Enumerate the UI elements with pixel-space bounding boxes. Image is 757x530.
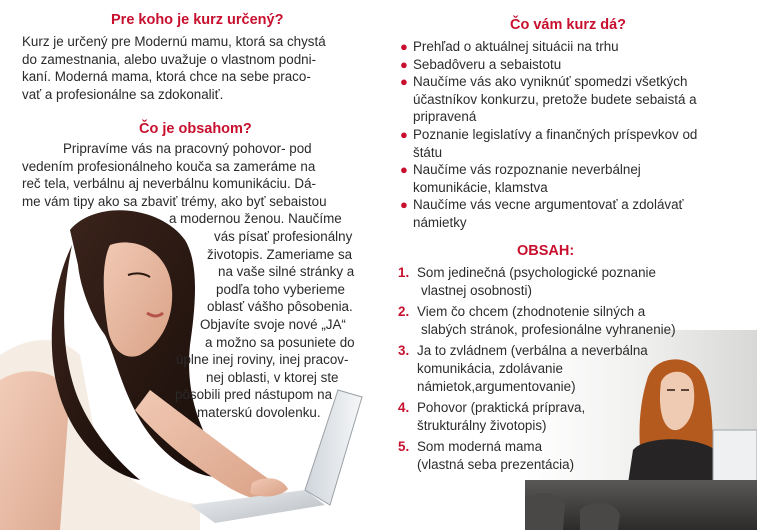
text-line: Pripravíme vás na pracovný pohovor- pod <box>63 141 312 156</box>
syllabus-list <box>398 264 738 474</box>
benefits-heading: Čo vám kurz dá? <box>510 17 627 33</box>
text-line: Viem čo chcem (zhodnotenie silných a <box>417 304 646 320</box>
list-item <box>398 342 738 395</box>
text-line: námietky <box>413 214 467 230</box>
text-line: Pohovor (praktická príprava, <box>417 400 586 416</box>
text-line: Naučíme vás ako vyniknúť spomedzi všetkých <box>413 74 688 90</box>
list-item <box>398 303 738 338</box>
text-line: me vám tipy ako sa zbaviť trémy, ako byť sebaistou <box>22 193 327 209</box>
list-item <box>398 399 738 434</box>
item-number: 1. <box>398 265 410 280</box>
text-line: nej oblasti, v ktorej ste <box>206 369 339 385</box>
list-item <box>398 264 738 299</box>
text-line: materskú dovolenku. <box>197 405 321 420</box>
text-line: Naučíme vás vecne argumentovať a zdolávať <box>413 197 684 213</box>
bullet-icon: ● <box>400 162 408 178</box>
text-line: vať a profesionálne sa zdokonaliť. <box>22 86 224 102</box>
target-audience-paragraph <box>22 33 326 103</box>
list-item <box>398 126 753 161</box>
text-line: životopis. Zameriame sa <box>207 246 353 262</box>
list-item <box>398 73 753 126</box>
list-item <box>398 161 753 196</box>
bullet-icon: ● <box>400 197 408 213</box>
text-line: oblasť vášho pôsobenia. <box>207 299 353 315</box>
text-line: vás písať profesionálny <box>214 229 353 244</box>
text-line: námietok,argumentovanie) <box>417 378 576 394</box>
text-line: vedením profesionálneho kouča sa zameráme na <box>22 158 316 174</box>
list-item <box>398 38 753 56</box>
course-content-heading: Čo je obsahom? <box>139 121 252 137</box>
text-line: slabých stránok, profesionálne vyhranenie) <box>421 321 676 337</box>
bullet-icon: ● <box>400 126 408 142</box>
text-line: úplne inej roviny, inej pracov- <box>176 352 349 368</box>
text-line: Ja to zvládnem (verbálna a neverbálna <box>417 343 648 359</box>
text-line: (vlastná seba prezentácia) <box>417 456 575 472</box>
text-line: komunikácia, zdolávanie <box>417 360 563 376</box>
list-item <box>398 196 753 231</box>
text-line: komunikácie, klamstva <box>413 179 548 195</box>
text-line: reč tela, verbálnu aj neverbálnu komunikáciu. Dá- <box>22 176 317 192</box>
text-line: kaní. Moderná mama, ktorá chce na sebe praco- <box>22 69 311 85</box>
text-line: účastníkov konkurzu, pretože budete sebaistá a <box>413 91 697 107</box>
benefits-list <box>398 38 753 232</box>
text-line: Kurz je určený pre Modernú mamu, ktorá sa chystá <box>22 34 326 49</box>
text-line: a modernou ženou. Naučíme <box>169 211 342 227</box>
text-line: Naučíme vás rozpoznanie neverbálnej <box>413 162 641 178</box>
target-audience-heading: Pre koho je kurz určený? <box>111 12 284 28</box>
text-line: pôsobili pred nástupom na <box>175 387 333 403</box>
text-line: na vaše silné stránky a <box>218 264 355 280</box>
text-line: Prehľad o aktuálnej situácii na trhu <box>413 39 619 54</box>
text-line: Sebadôveru a sebaistotu <box>413 56 562 72</box>
text-line: a možno sa posuniete do <box>205 334 355 350</box>
text-line: do zamestnania, alebo uvažuje o vlastnom podni- <box>22 51 317 67</box>
item-number: 3. <box>398 343 410 359</box>
text-line: štrukturálny životopis) <box>417 417 547 433</box>
item-number: 5. <box>398 439 410 455</box>
item-number: 2. <box>398 304 410 320</box>
text-line: Objavíte svoje nové „JA“ <box>200 317 346 332</box>
text-line: podľa toho vyberieme <box>216 281 345 297</box>
text-line: štátu <box>413 144 443 160</box>
bullet-icon: ● <box>400 56 408 72</box>
bullet-icon: ● <box>400 74 408 90</box>
text-line: Poznanie legislatívy a finančných príspevkov od <box>413 126 698 142</box>
text-line: Som jedinečná (psychologické poznanie <box>417 265 656 280</box>
text-line: Som moderná mama <box>417 439 543 455</box>
list-item <box>398 438 738 473</box>
list-item <box>398 56 753 74</box>
text-line: vlastnej osobnosti) <box>421 282 532 298</box>
text-line: pripravená <box>413 109 477 125</box>
syllabus-heading: OBSAH: <box>517 243 575 259</box>
bullet-icon: ● <box>400 39 408 54</box>
item-number: 4. <box>398 400 410 416</box>
